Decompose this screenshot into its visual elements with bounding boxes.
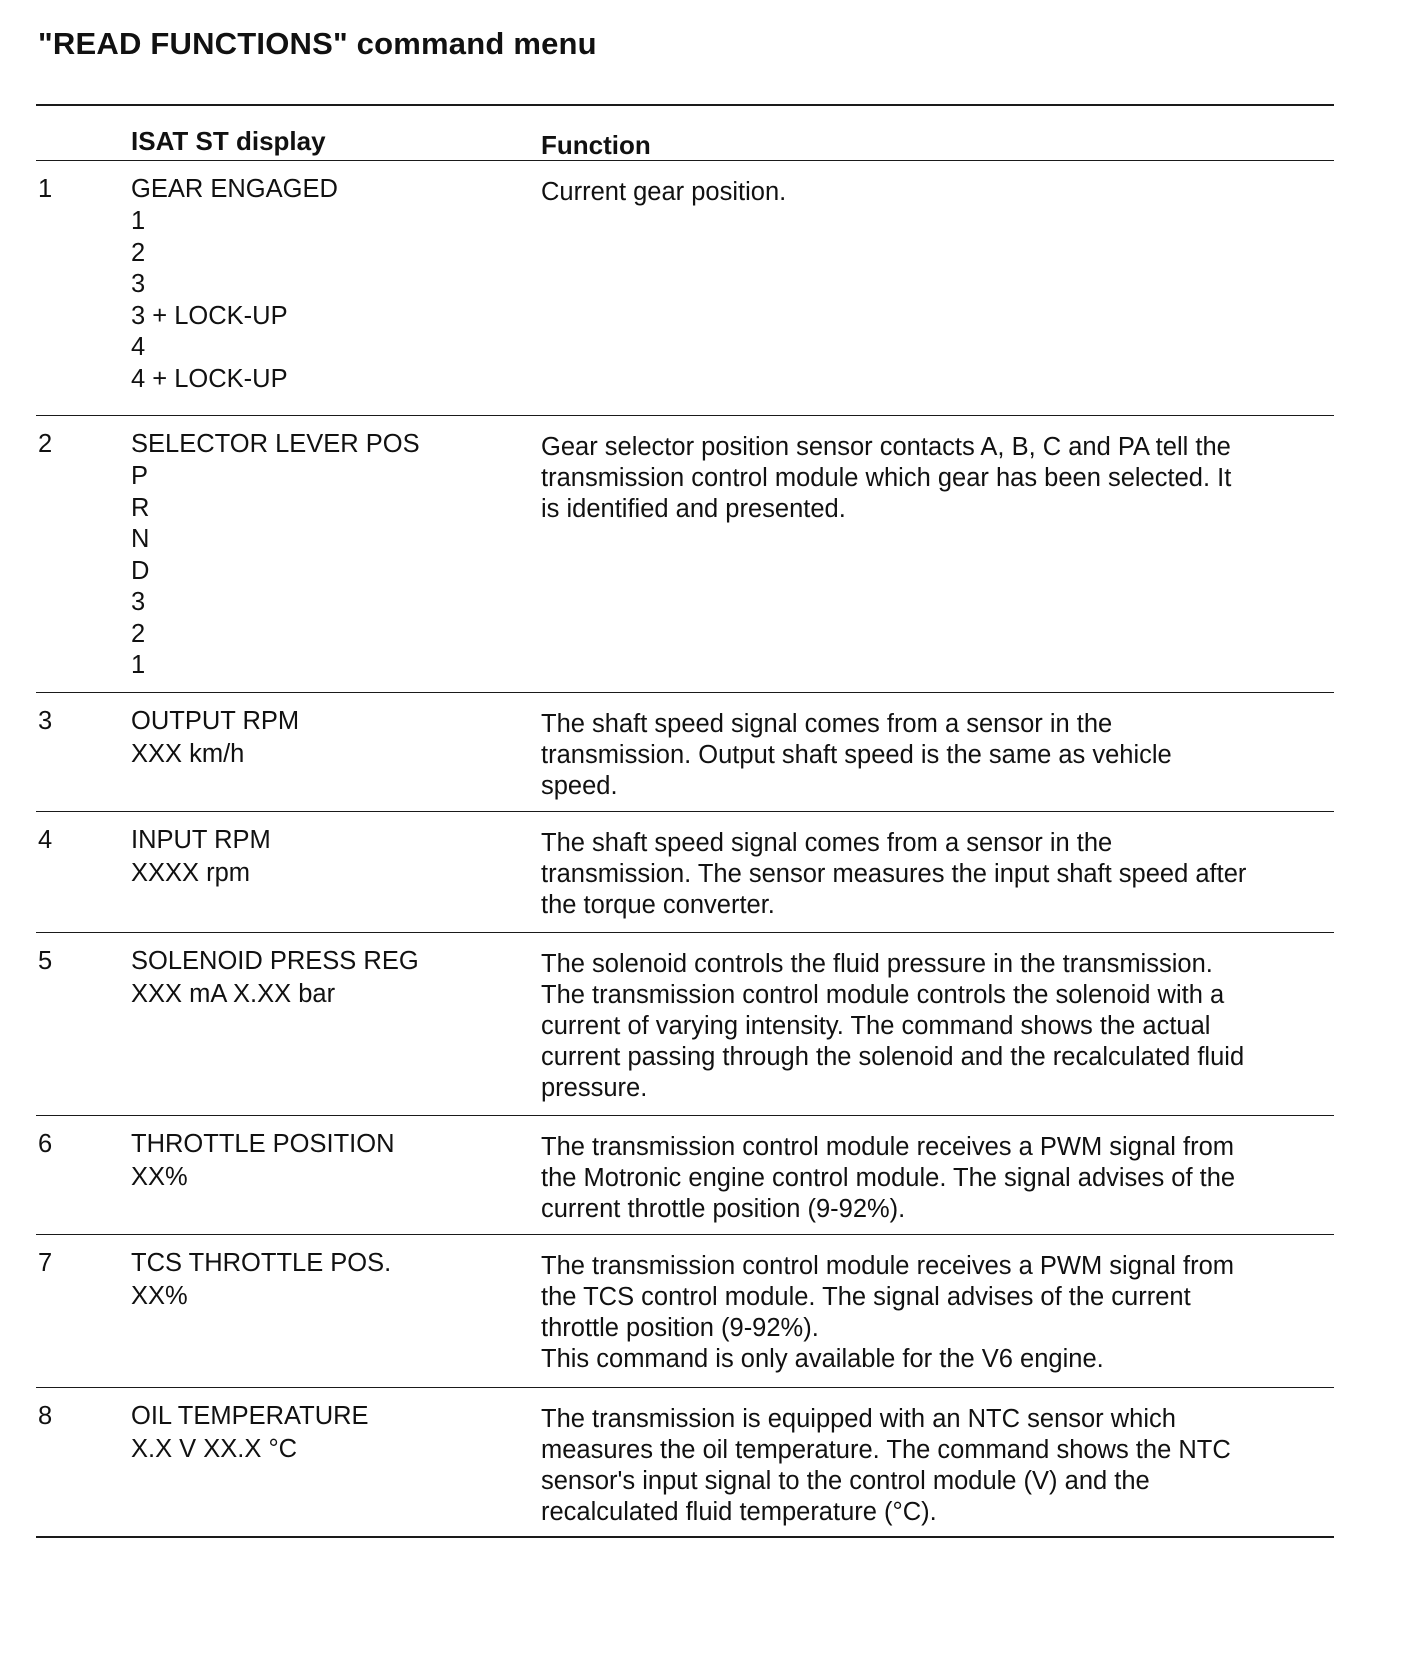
function-cell (541, 1235, 1334, 1387)
function-line: the TCS control module. The signal advises of the current (541, 1283, 1191, 1311)
display-cell (131, 933, 541, 1115)
display-value: N (131, 525, 150, 553)
display-value: 2 (131, 619, 146, 648)
row-number: 8 (38, 1402, 53, 1430)
function-line: The shaft speed signal comes from a sensor in the (541, 829, 1113, 857)
table-row (36, 812, 1334, 933)
function-line: throttle position (9-92%). (541, 1314, 819, 1342)
function-line: The shaft speed signal comes from a sensor in the (541, 710, 1113, 738)
display-value: 4 (131, 333, 146, 361)
table-header (36, 106, 1334, 161)
display-value: 3 (131, 588, 146, 616)
row-number: 6 (38, 1130, 53, 1158)
display-title: OIL TEMPERATURE (131, 1402, 369, 1430)
page-title: "READ FUNCTIONS" command menu (38, 26, 597, 61)
function-line: Current gear position. (541, 178, 787, 206)
display-cell (131, 1388, 541, 1536)
header-function: Function (541, 130, 651, 160)
display-title: GEAR ENGAGED (131, 175, 338, 203)
table-row (36, 1388, 1334, 1538)
function-cell (541, 1116, 1334, 1234)
function-line: The transmission control module receives a PWM signal from (541, 1252, 1234, 1280)
function-line: measures the oil temperature. The command shows the NTC (541, 1436, 1231, 1464)
function-cell (541, 812, 1334, 932)
table-row (36, 416, 1334, 693)
display-value: 3 (131, 270, 146, 298)
header-display: ISAT ST display (131, 126, 326, 156)
function-line: sensor's input signal to the control module (V) and the (541, 1467, 1150, 1495)
function-line: current of varying intensity. The command shows the actual (541, 1012, 1211, 1040)
display-value: X.X V XX.X °C (131, 1435, 298, 1463)
display-title: OUTPUT RPM (131, 707, 300, 735)
function-cell (541, 693, 1334, 811)
function-line: Gear selector position sensor contacts A, B, C and PA tell the (541, 433, 1231, 461)
display-title: THROTTLE POSITION (131, 1130, 395, 1158)
function-cell (541, 933, 1334, 1115)
display-value: XX% (131, 1282, 188, 1310)
function-line: The transmission is equipped with an NTC sensor which (541, 1405, 1176, 1433)
function-line: The transmission control module controls the solenoid with a (541, 981, 1225, 1009)
row-number: 4 (38, 826, 53, 854)
display-value: XXX mA X.XX bar (131, 980, 336, 1008)
display-title: SELECTOR LEVER POS (131, 430, 420, 458)
row-number: 3 (38, 707, 53, 735)
function-line: transmission. Output shaft speed is the same as vehicle (541, 741, 1172, 769)
read-functions-table (36, 104, 1334, 1538)
table-row (36, 693, 1334, 812)
function-line: current throttle position (9-92%). (541, 1195, 906, 1223)
display-cell (131, 161, 541, 415)
table-row (36, 1116, 1334, 1235)
display-cell (131, 1235, 541, 1387)
row-number: 5 (38, 947, 53, 975)
row-number: 7 (38, 1249, 53, 1277)
function-cell (541, 1388, 1334, 1536)
function-line: transmission. The sensor measures the input shaft speed after (541, 860, 1247, 888)
display-title: TCS THROTTLE POS. (131, 1249, 392, 1277)
function-line: is identified and presented. (541, 495, 846, 523)
display-value: R (131, 493, 150, 522)
table-row (36, 933, 1334, 1116)
display-value: 1 (131, 651, 146, 679)
display-cell (131, 693, 541, 811)
table-row (36, 1235, 1334, 1388)
display-value: 1 (131, 207, 146, 235)
table-row (36, 161, 1334, 416)
display-cell (131, 1116, 541, 1234)
function-line: current passing through the solenoid and the recalculated fluid (541, 1043, 1245, 1071)
function-line: transmission control module which gear has been selected. It (541, 464, 1232, 492)
display-value: XX% (131, 1163, 188, 1191)
display-title: SOLENOID PRESS REG (131, 947, 419, 975)
display-cell (131, 416, 541, 692)
display-value: XXXX rpm (131, 859, 251, 887)
function-line: The transmission control module receives a PWM signal from (541, 1133, 1234, 1161)
function-line: recalculated fluid temperature (°C). (541, 1498, 937, 1526)
display-cell (131, 812, 541, 932)
display-title: INPUT RPM (131, 826, 271, 854)
function-line: the torque converter. (541, 891, 775, 919)
display-value: 3 + LOCK-UP (131, 301, 288, 330)
header-number (36, 106, 131, 160)
function-line: This command is only available for the V6 engine. (541, 1345, 1104, 1373)
function-line: speed. (541, 772, 618, 800)
display-value: P (131, 462, 149, 490)
display-value: 2 (131, 238, 146, 267)
function-line: the Motronic engine control module. The signal advises of the (541, 1164, 1236, 1192)
function-line: pressure. (541, 1074, 648, 1102)
display-value: 4 + LOCK-UP (131, 364, 288, 393)
display-value: D (131, 556, 150, 585)
display-value: XXX km/h (131, 740, 245, 768)
row-number: 1 (38, 175, 53, 203)
function-line: The solenoid controls the fluid pressure in the transmission. (541, 950, 1213, 978)
function-cell (541, 416, 1334, 692)
function-cell (541, 161, 1334, 415)
row-number: 2 (38, 430, 53, 458)
